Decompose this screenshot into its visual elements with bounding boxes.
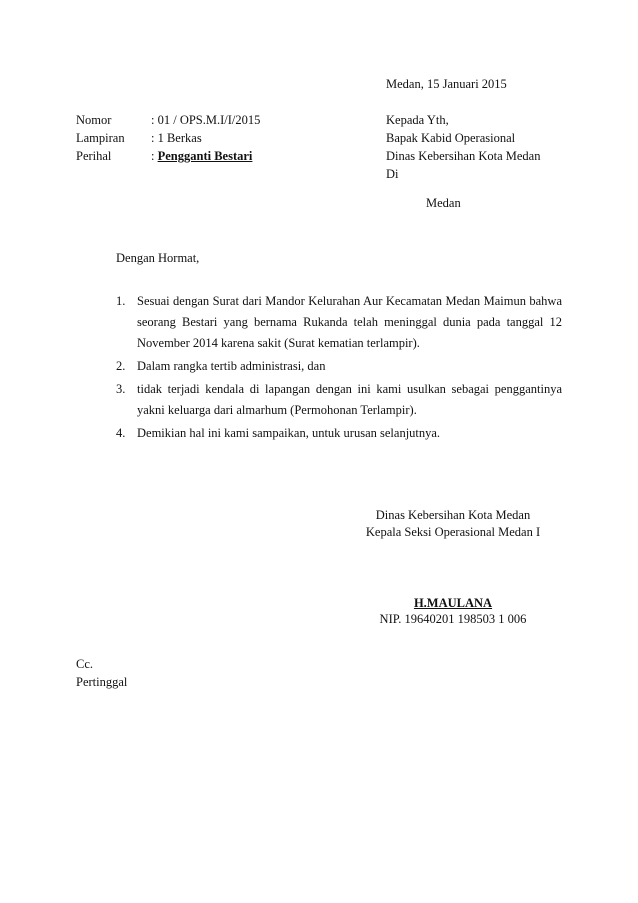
lampiran-label: Lampiran xyxy=(76,131,125,145)
signatory-name: H.MAULANA xyxy=(413,596,493,610)
perihal-row xyxy=(151,150,252,163)
list-item-text: tidak terjadi kendala di lapangan dengan ini kami usulkan sebagai penggantinya yakni keluarga dari almarhum (Permohonan Terlampir). xyxy=(137,382,562,417)
signature-org-line-2: Kepala Seksi Operasional Medan I xyxy=(365,525,541,539)
recipient-line-2: Bapak Kabid Operasional xyxy=(386,131,516,145)
list-item-number: 3. xyxy=(116,382,126,396)
cc-value: Pertinggal xyxy=(76,675,128,689)
nomor-value: : 01 / OPS.M.I/I/2015 xyxy=(151,113,261,127)
body-list xyxy=(116,291,562,444)
list-item xyxy=(116,291,562,354)
letter-date: Medan, 15 Januari 2015 xyxy=(386,77,507,91)
list-item xyxy=(116,379,562,421)
recipient-line-4: Di xyxy=(386,167,399,181)
recipient-line-5: Medan xyxy=(426,196,461,210)
perihal-value: Pengganti Bestari xyxy=(157,149,253,163)
recipient-line-1: Kepada Yth, xyxy=(386,113,449,127)
list-item-text: Sesuai dengan Surat dari Mandor Kelurahan Aur Kecamatan Medan Maimun bahwa seorang Bestari yang bernama Rukanda telah meninggal dunia pada tanggal 12 November 2014 karena sakit (Surat kematian terlampir). xyxy=(137,294,562,350)
list-item-number: 2. xyxy=(116,359,126,373)
cc-label: Cc. xyxy=(76,657,94,671)
list-item xyxy=(116,423,562,444)
list-item-number: 1. xyxy=(116,294,126,308)
list-item-number: 4. xyxy=(116,426,126,440)
nomor-label: Nomor xyxy=(76,113,112,127)
greeting: Dengan Hormat, xyxy=(116,251,200,265)
list-item-text: Demikian hal ini kami sampaikan, untuk urusan selanjutnya. xyxy=(137,426,441,440)
perihal-colon: : xyxy=(151,149,158,163)
signature-org-line-1: Dinas Kebersihan Kota Medan xyxy=(375,508,531,522)
lampiran-value: : 1 Berkas xyxy=(151,131,202,145)
list-item xyxy=(116,356,562,377)
recipient-line-3: Dinas Kebersihan Kota Medan xyxy=(386,149,541,163)
list-item-text: Dalam rangka tertib administrasi, dan xyxy=(137,359,326,373)
signatory-nip: NIP. 19640201 198503 1 006 xyxy=(379,612,527,626)
perihal-label: Perihal xyxy=(76,149,112,163)
